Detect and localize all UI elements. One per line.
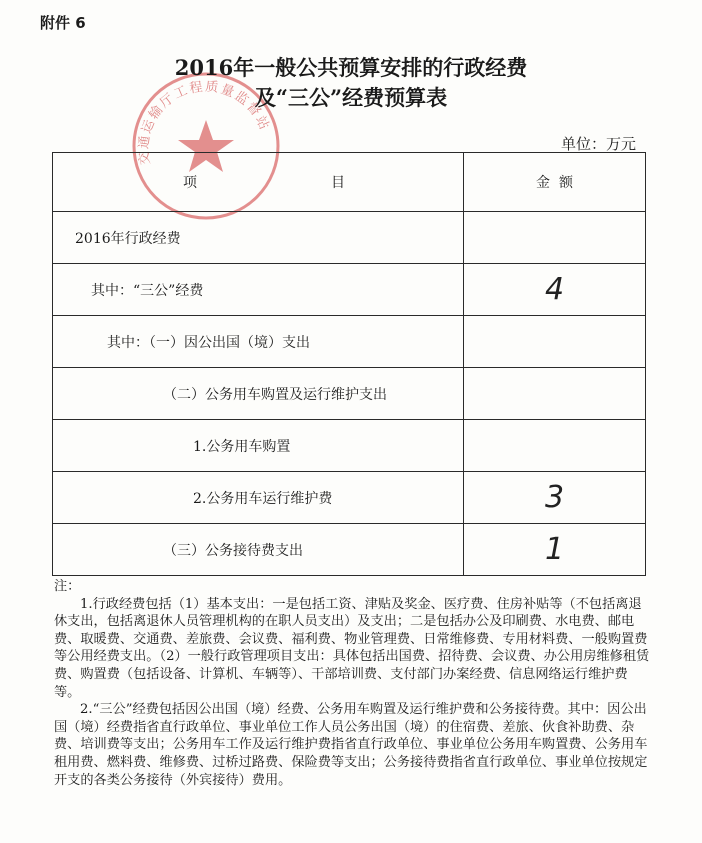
table-row — [53, 524, 646, 576]
table-row — [53, 472, 646, 524]
table-row — [53, 316, 646, 368]
header-item-char1: 项 — [183, 175, 197, 191]
budget-table — [52, 152, 646, 576]
notes-section — [54, 578, 654, 789]
unit-label: 单位：万元 — [560, 135, 636, 153]
document-title-line2: 及“三公”经费预算表 — [254, 85, 448, 110]
row-label-overseas: 其中：（一）因公出国（境）支出 — [107, 334, 310, 351]
row-label-vehicles: （二）公务用车购置及运行维护支出 — [163, 386, 387, 403]
row-label-administrative: 2016年行政经费 — [75, 230, 181, 247]
table-header-row — [53, 153, 646, 212]
table-row — [53, 368, 646, 420]
table-row — [53, 212, 646, 264]
table-row — [53, 264, 646, 316]
row-amount-three-public: 4 — [544, 272, 565, 307]
row-label-vehicle-purchase: 1.公务用车购置 — [193, 438, 291, 455]
header-amount-label: 金 额 — [536, 175, 573, 191]
seal-text: 交通运输厅工程质量监督站 — [136, 79, 273, 166]
header-amount-cell — [464, 153, 646, 212]
note-paragraph-1: 1.行政经费包括（1）基本支出：一是包括工资、津贴及奖金、医疗费、住房补贴等（不包括离退休支出，包括离退休人员管理机构的在职人员支出）及支出；二是包括办公及印刷费、水电费、邮电费、取暖费、交通费、差旅费、会议费、福利费、物业管理费、日常维修费、专用材料费、一般购置费等公用经费支出。（2）一般行政管理项目支出：具体包括出国费、招待费、会议费、办公用房维修租赁费、购置费（包括设备、计算机、车辆等）、干部培训费、支付部门办案经费、信息网络运行维护费等。 — [54, 596, 650, 700]
header-item-char2: 目 — [331, 175, 345, 191]
table-row — [53, 420, 646, 472]
header-item-cell — [53, 153, 464, 212]
notes-heading: 注： — [54, 579, 81, 594]
note-paragraph-2: 2.“三公”经费包括因公出国（境）经费、公务用车购置及运行维护费和公务接待费。其中：因公出国（境）经费指省直行政单位、事业单位工作人员公务出国（境）的住宿费、差旅、伙食补助费、杂费、培训费等支出；公务用车工作及运行维护费指省直行政单位、事业单位公务用车购置费、公务用车租用费、燃料费、维修费、过桥过路费、保险费等支出；公务接待费指省直行政单位、事业单位按规定开支的各类公务接待（外宾接待）费用。 — [54, 702, 648, 788]
document-title-line1: 2016年一般公共预算安排的行政经费 — [174, 55, 528, 80]
attachment-label: 附件 6 — [40, 14, 86, 32]
row-label-reception: （三）公务接待费支出 — [163, 542, 303, 559]
row-amount-vehicle-operation: 3 — [544, 480, 565, 515]
row-label-three-public: 其中：“三公”经费 — [91, 282, 204, 299]
row-amount-reception: 1 — [544, 532, 565, 567]
row-label-vehicle-operation: 2.公务用车运行维护费 — [193, 490, 333, 507]
